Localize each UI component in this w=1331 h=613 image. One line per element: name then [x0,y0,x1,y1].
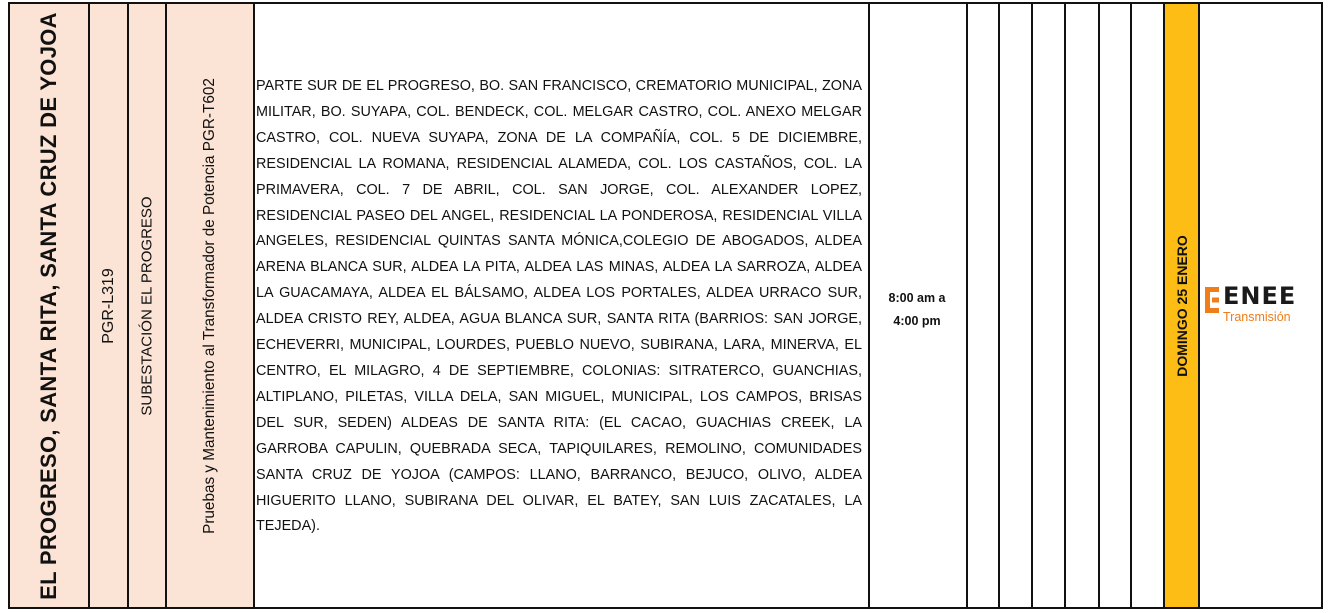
day-cell [998,2,1031,609]
day-cell [1130,2,1163,609]
affected-areas-text: PARTE SUR DE EL PROGRESO, BO. SAN FRANCISCO, CREMATORIO MUNICIPAL, ZONA MILITAR, BO. SUYAPA, COL. BENDECK, COL. MELGAR CASTRO, COL. ANEXO MELGAR CASTRO, COL. NUEVA SUYAPA, ZONA DE LA COMPAÑÍA, COL. 5 DE DICIEMBRE, RESIDENCIAL LA ROMANA, RESIDENCIAL ALAMEDA, COL. LOS CASTAÑOS, COL. LA PRIMAVERA, COL. 7 DE ABRIL, COL. SAN JORGE, COL. ALEXANDER LOPEZ, RESIDENCIAL PASEO DEL ANGEL, RESIDENCIAL LA PONDEROSA, RESIDENCIAL VILLA ANGELES, RESIDENCIAL QUINTAS SANTA MÓNICA,COLEGIO DE ABOGADOS, ALDEA ARENA BLANCA SUR, ALDEA LA PITA, ALDEA LAS MINAS, ALDEA LA SARROZA, ALDEA LA GUACAMAYA, ALDEA EL BÁLSAMO, ALDEA LOS PORTALES, ALDEA URRACO SUR, ALDEA CRISTO REY, ALDEA, AGUA BLANCA SUR, SANTA RITA (BARRIOS: SAN JORGE, ECHEVERRI, MUNICIPAL, LOURDES, PUEBLO NUEVO, SUBIRANA, LARA, MINERVA, EL CENTRO, EL MILAGRO, 4 DE SEPTIEMBRE, COLONIAS: SITRATERCO, GUANCHIAS, ALTIPLANO, PILETAS, VILLA DELA, SAN MIGUEL, MUNICIPAL, LOS CAMPOS, BRISAS DEL SUR, SEDEN) ALDEAS DE SANTA RITA: (EL CACAO, GUACHIAS CREEK, LA GARROBA CAPULIN, QUEBRADA SECA, TAPIQUILARES, REMOLINO, COMUNIDADES SANTA CRUZ DE YOJOA (CAMPOS: LLANO, BARRANCO, BEJUCO, OLIVO, ALDEA HIGUERITO LLANO, SUBIRANA DEL OLIVAR, EL BATEY, SAN LUIS ZACATALES, LA TEJEDA). [256,78,862,535]
zone-label: EL PROGRESO, SANTA RITA, SANTA CRUZ DE YOJOA [36,11,61,600]
substation-cell [127,2,165,609]
work-cell [165,2,253,609]
logo-name: ENEE [1223,282,1297,310]
hours-start: 8:00 am a [888,291,946,305]
date-label: DOMINGO 25 ENERO [1173,234,1190,377]
enee-logo [1203,275,1315,333]
date-cell-highlighted [1163,2,1198,609]
zone-cell [8,2,88,609]
logo-subtitle: Transmisión [1223,310,1291,324]
day-cell [1098,2,1130,609]
hours-end: 4:00 pm [893,314,941,328]
day-cell [966,2,998,609]
day-cell [1031,2,1064,609]
circuit-cell [88,2,127,609]
hours-text [874,287,960,333]
enee-mark-icon [1205,287,1219,313]
work-description: Pruebas y Mantenimiento al Transformador de Potencia PGR-T602 [201,77,218,534]
substation-label: SUBESTACIÓN EL PROGRESO [138,195,156,416]
circuit-label: PGR-L319 [99,267,117,344]
day-cell [1064,2,1098,609]
